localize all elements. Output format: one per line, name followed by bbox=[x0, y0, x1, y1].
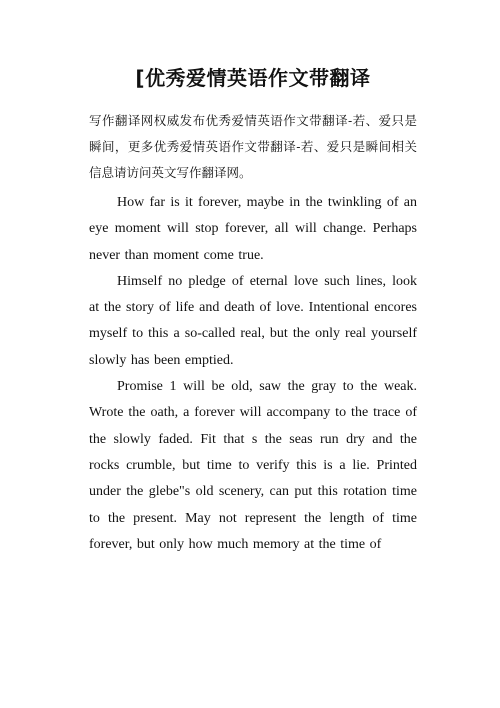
document-title: [优秀爱情英语作文带翻译 bbox=[135, 66, 371, 90]
intro-paragraph: 写作翻译网权威发布优秀爱情英语作文带翻译-若、爱只是瞬间，更多优秀爱情英语作文带翻译-若、爱只是瞬间相关信息请访问英文写作翻译网。 bbox=[89, 113, 417, 180]
body-paragraph-3: Promise 1 will be old, saw the gray to the weak. Wrote the oath, a forever will accompany to the trace of the slowly faded. Fit that s the seas run dry and the rocks crumble, but time to verify this is a lie. Printed under the glebe"s old scenery, can put this rotation time to the present. May not represent the length of time forever, but only how much memory at the time of bbox=[89, 379, 417, 552]
body-paragraph-2: Himself no pledge of eternal love such lines, look at the story of life and death of love. Intentional encores myself to this a so-called real, but the only real yourself slowly has been emptied. bbox=[89, 273, 417, 368]
body-paragraph-1: How far is it forever, maybe in the twinkling of an eye moment will stop forever, all will change. Perhaps never than moment come true. bbox=[89, 195, 417, 263]
